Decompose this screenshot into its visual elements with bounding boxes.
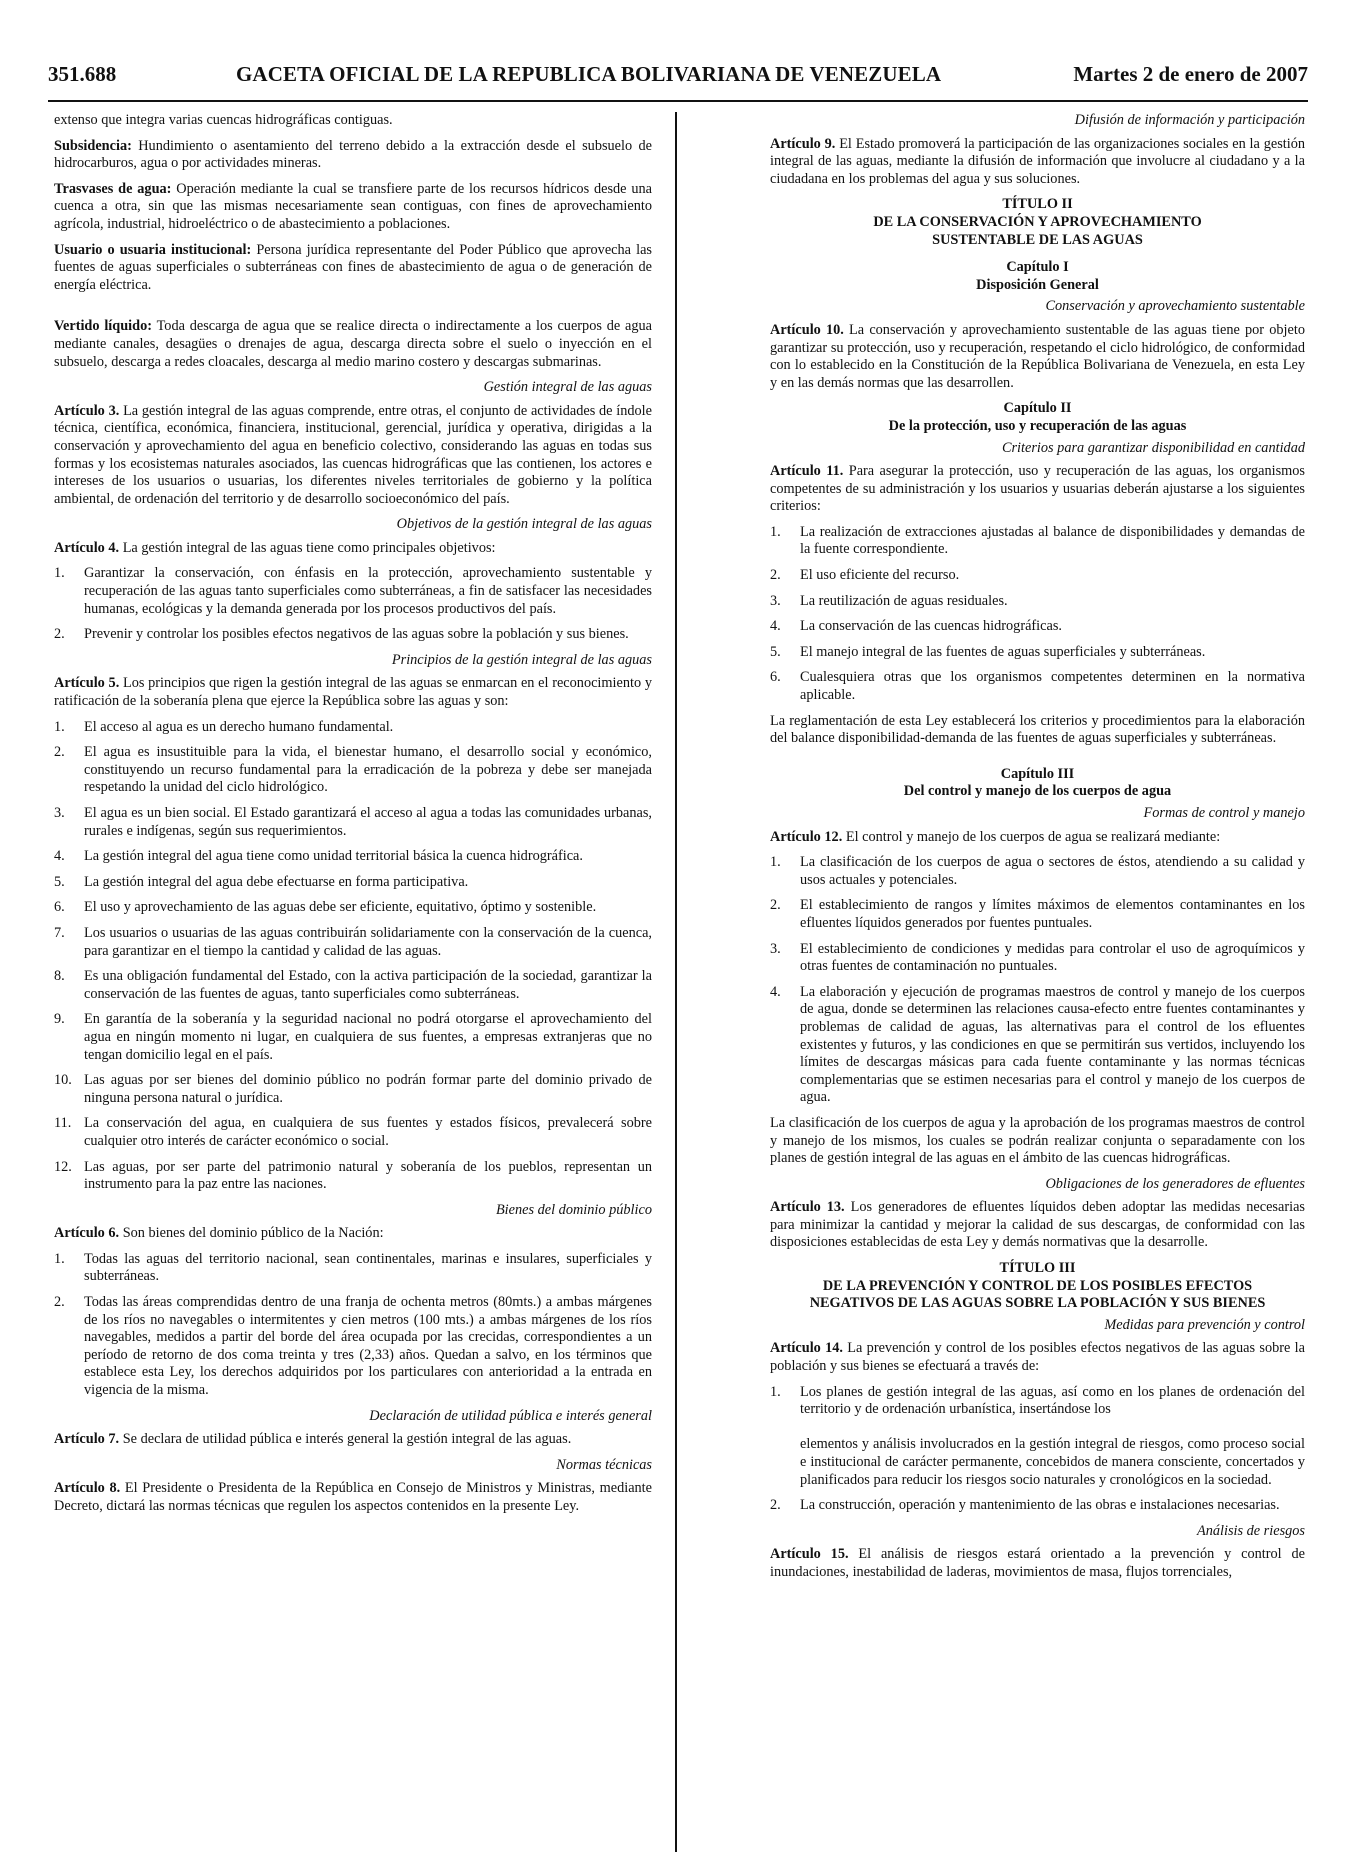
- page-header: [48, 62, 1308, 94]
- article-text: El control y manejo de los cuerpos de agua se realizará mediante:: [842, 828, 1221, 845]
- right-column: [770, 112, 1305, 1590]
- title-heading: TÍTULO III: [999, 1260, 1076, 1277]
- list-item: [770, 669, 1305, 704]
- list-item: [54, 1294, 652, 1400]
- list-item: [54, 848, 652, 866]
- list-item: [54, 805, 652, 840]
- article-9: [770, 136, 1305, 189]
- intro-text: extenso que integra varias cuencas hidrográficas contiguas.: [54, 112, 393, 128]
- item-text: La conservación del agua, en cualquiera de sus fuentes y estados físicos, prevalecerá sobre cualquier otro interés de carácter económico o social.: [84, 1115, 652, 1149]
- article-6-list: [54, 1251, 652, 1400]
- definition-text: Operación mediante la cual se transfiere parte de los recursos hídricos desde una cuenca a otra, sin que las mismas necesariamente sean contiguas, con fines de aprovechamiento agrícola, industrial, hidroeléctrico o de abastecimiento a poblaciones.: [54, 180, 653, 232]
- item-number: 1.: [54, 565, 65, 582]
- publication-date: Martes 2 de enero de 2007: [1073, 62, 1308, 86]
- item-text: La clasificación de los cuerpos de agua o sectores de éstos, atendiendo a su calidad y usos actuales y potenciales.: [800, 854, 1305, 888]
- item-number: 3.: [770, 940, 781, 957]
- list-item: [770, 984, 1305, 1107]
- article-8: [54, 1480, 652, 1515]
- definition-term: Vertido líquido:: [54, 318, 153, 335]
- definition-item: [54, 138, 652, 173]
- item-number: 12.: [54, 1158, 72, 1175]
- item-number: 2.: [770, 897, 781, 914]
- article-15: [770, 1546, 1305, 1581]
- article-text: Los generadores de efluentes líquidos deben adoptar las medidas necesarias para minimizar la cantidad y mejorar la calidad de sus descargas, de conformidad con las disposiciones establecidas de esta Ley y demás normativas que la desarrolle.: [770, 1199, 1305, 1251]
- article-text: El análisis de riesgos estará orientado a la prevención y control de inundaciones, inestabilidad de laderas, movimientos de masa, flujos torrenciales,: [770, 1546, 1305, 1580]
- article-label: Artículo 6.: [54, 1225, 120, 1242]
- definition-term: Subsidencia:: [54, 137, 132, 154]
- article-14-list: [770, 1384, 1305, 1515]
- item-number: 11.: [54, 1115, 72, 1132]
- article-5-list: [54, 719, 652, 1194]
- title-name: SUSTENTABLE DE LAS AGUAS: [932, 231, 1143, 248]
- list-item: [54, 968, 652, 1003]
- article-14: [770, 1340, 1305, 1375]
- article-6: [54, 1225, 652, 1243]
- item-text: La construcción, operación y mantenimiento de las obras e instalaciones necesarias.: [800, 1497, 1280, 1514]
- list-item: [54, 1115, 652, 1150]
- item-number: 7.: [54, 924, 65, 941]
- section-heading: Formas de control y manejo: [1143, 805, 1305, 821]
- item-text: Cualesquiera otras que los organismos competentes determinen en la normativa aplicable.: [800, 669, 1305, 704]
- item-number: 5.: [770, 643, 781, 660]
- definition-item: [54, 318, 652, 371]
- list-item: [54, 744, 652, 797]
- item-text: El uso eficiente del recurso.: [800, 567, 960, 584]
- title-name: NEGATIVOS DE LAS AGUAS SOBRE LA POBLACIÓN Y SUS BIENES: [809, 1295, 1266, 1312]
- article-label: Artículo 14.: [770, 1340, 843, 1357]
- item-text: Las aguas por ser bienes del dominio público no podrán formar parte del dominio privado de ninguna persona natural o jurídica.: [84, 1072, 652, 1106]
- item-number: 10.: [54, 1072, 72, 1089]
- article-text: La conservación y aprovechamiento sustentable de las aguas tiene por objeto garantizar su protección, uso y recuperación, respetando el ciclo hidrológico, de conformidad con lo establecido en la Constitución de la República Bolivariana de Venezuela, en esta Ley y en las demás normas que las desarrollen.: [770, 321, 1305, 391]
- list-item: [54, 874, 652, 892]
- item-text: El agua es insustituible para la vida, el bienestar humano, el desarrollo social y económico, constituyendo un recurso fundamental para la erradicación de la pobreza y debe ser manejada respetando la unidad del ciclo hidrológico.: [84, 744, 652, 796]
- item-number: 4.: [770, 618, 781, 635]
- list-item: [770, 618, 1305, 636]
- item-number: 2.: [54, 744, 65, 761]
- item-text: El acceso al agua es un derecho humano fundamental.: [84, 718, 394, 735]
- item-number: 1.: [770, 523, 781, 540]
- item-text: Los usuarios o usuarias de las aguas contribuirán solidariamente con la conservación de la cuenca, para garantizar en el tiempo la cantidad y calidad de las aguas.: [84, 924, 652, 959]
- item-text: La gestión integral del agua debe efectuarse en forma participativa.: [84, 873, 469, 890]
- item-text: El manejo integral de las fuentes de aguas superficiales y subterráneas.: [800, 643, 1206, 660]
- title-name: DE LA PREVENCIÓN Y CONTROL DE LOS POSIBLES EFECTOS: [822, 1277, 1253, 1294]
- item-text: Las aguas, por ser parte del patrimonio natural y soberanía de los pueblos, representan un instrumento para la paz entre las naciones.: [84, 1158, 652, 1193]
- list-item: [770, 567, 1305, 585]
- section-heading: Normas técnicas: [556, 1456, 652, 1473]
- article-text: La prevención y control de los posibles efectos negativos de las aguas sobre la población y sus bienes se efectuará a través de:: [770, 1340, 1305, 1375]
- item-text: La reutilización de aguas residuales.: [800, 592, 1008, 609]
- section-heading: Criterios para garantizar disponibilidad en cantidad: [1001, 439, 1305, 456]
- chapter-heading: Capítulo III: [1000, 765, 1075, 782]
- item-text: La gestión integral del agua tiene como unidad territorial básica la cuenca hidrográfica.: [84, 848, 583, 865]
- list-item: [54, 719, 652, 737]
- definition-item: [54, 181, 652, 234]
- column-divider: [675, 112, 677, 1852]
- list-item: [770, 1497, 1305, 1515]
- article-11-list: [770, 524, 1305, 705]
- left-column: [54, 112, 652, 1524]
- list-item: [770, 1384, 1305, 1490]
- item-number: 2.: [54, 626, 65, 643]
- section-heading: Gestión integral de las aguas: [483, 379, 652, 396]
- title-heading: TÍTULO II: [1002, 196, 1073, 213]
- definition-text: Persona jurídica representante del Poder Público que aprovecha las fuentes de aguas superficiales o subterráneas con fines de abastecimiento de agua o de generación de energía eléctrica.: [54, 241, 652, 293]
- item-number: 1.: [770, 854, 781, 871]
- article-text: La gestión integral de las aguas tiene como principales objetivos:: [119, 539, 496, 556]
- article-11-paragraph: La reglamentación de esta Ley establecerá los criterios y procedimientos para la elaboración del balance disponibilidad-demanda de las fuentes de aguas superficiales y subterráneas.: [770, 712, 1305, 747]
- header-rule: [48, 100, 1308, 102]
- item-number: 1.: [54, 1250, 65, 1267]
- section-heading: Principios de la gestión integral de las aguas: [391, 651, 652, 668]
- item-text: Todas las áreas comprendidas dentro de una franja de ochenta metros (80mts.) a ambas márgenes de los ríos no navegables o intermitentes y cien metros (100 mts.) a ambas márgenes de los ríos navegables, medidos a partir del borde del área ocupada por las crecidas, correspondientes a un período de retorno de dos coma treinta y tres (2,33) años. Quedan a salvo, en los términos que establece esta Ley, los derechos adquiridos por los particulares con anterioridad a la entrada en vigencia de la misma.: [84, 1294, 652, 1399]
- chapter-heading: Capítulo I: [1006, 259, 1069, 276]
- list-item: [54, 925, 652, 960]
- chapter-name: Disposición General: [976, 276, 1099, 293]
- list-item: [54, 1072, 652, 1107]
- item-text: Todas las aguas del territorio nacional, sean continentales, marinas e insulares, superficiales y subterráneas.: [84, 1250, 652, 1285]
- article-label: Artículo 8.: [54, 1480, 121, 1497]
- article-label: Artículo 13.: [770, 1199, 845, 1216]
- article-12: [770, 829, 1305, 847]
- article-text: Son bienes del dominio público de la Nación:: [119, 1225, 384, 1242]
- item-number: 3.: [54, 805, 65, 821]
- article-3: [54, 403, 652, 509]
- section-heading: Conservación y aprovechamiento sustentable: [1045, 298, 1305, 315]
- chapter-name: De la protección, uso y recuperación de las aguas: [888, 417, 1187, 434]
- list-item: [770, 593, 1305, 611]
- definition-term: Usuario o usuaria institucional:: [54, 241, 252, 258]
- list-item: [770, 524, 1305, 559]
- article-label: Artículo 12.: [770, 828, 843, 845]
- definition-item: [54, 242, 652, 295]
- item-text: Los planes de gestión integral de las aguas, así como en los planes de ordenación del territorio y de ordenación urbanística, insertándose los: [800, 1383, 1305, 1418]
- definition-text: Hundimiento o asentamiento del terreno debido a la extracción desde el subsuelo de hidrocarburos, agua o por actividades mineras.: [54, 137, 652, 172]
- item-number: 1.: [770, 1383, 781, 1400]
- item-number: 3.: [770, 592, 781, 609]
- item-text: En garantía de la soberanía y la seguridad nacional no podrá otorgarse el aprovechamiento del agua en ningún momento ni lugar, en cualquiera de sus fuentes, a empresas extranjeras que no tengan domicilio legal en el país.: [84, 1011, 652, 1063]
- article-label: Artículo 10.: [770, 321, 844, 338]
- article-text: Para asegurar la protección, uso y recuperación de las aguas, los organismos competentes de su administración y los usuarios y usuarias deberán ajustarse a los siguientes criterios:: [770, 463, 1305, 515]
- article-label: Artículo 11.: [770, 463, 844, 480]
- definition-term: Trasvases de agua:: [54, 180, 172, 197]
- chapter-name: Del control y manejo de los cuerpos de agua: [903, 783, 1172, 800]
- item-number: 2.: [54, 1294, 65, 1311]
- item-text: El establecimiento de rangos y límites máximos de elementos contaminantes en los efluentes líquidos generados por fuentes puntuales.: [800, 897, 1305, 931]
- item-number: 5.: [54, 873, 65, 890]
- article-12-paragraph: La clasificación de los cuerpos de agua y la aprobación de los programas maestros de control y manejo de los mismos, los cuales se podrán realizar conjunta o separadamente con los planes de gestión integral de las aguas en el ámbito de las cuencas hidrográficas.: [770, 1114, 1305, 1167]
- item-text-continued: elementos y análisis involucrados en la gestión integral de riesgos, como proceso social e institucional de carácter permanente, concebidos de manera consciente, concertados y planificados para reducir los riesgos socio naturales y cronológicos en la sociedad.: [800, 1436, 1305, 1488]
- article-5: [54, 675, 652, 710]
- article-12-list: [770, 854, 1305, 1107]
- item-number: 8.: [54, 968, 65, 985]
- article-label: Artículo 3.: [54, 402, 120, 419]
- list-item: [54, 899, 652, 917]
- article-10: [770, 322, 1305, 392]
- article-11: [770, 463, 1305, 516]
- page-number: 351.688: [48, 62, 117, 86]
- definition-text: Toda descarga de agua que se realice directa o indirectamente a los cuerpos de agua mediante canales, desagües o drenajes de agua, descarga directa sobre el suelo o inyección en el subsuelo, descarga a redes cloacales, descarga al medio marino costero y descargas submarinas.: [54, 318, 653, 370]
- list-item: [54, 626, 652, 644]
- article-text: El Estado promoverá la participación de las organizaciones sociales en la gestión integral de las aguas, mediante la difusión de información que involucre al ciudadano y a la ciudadana en los problemas del agua y sus soluciones.: [770, 135, 1305, 187]
- item-number: 2.: [770, 1497, 781, 1514]
- definitions-list: [54, 138, 652, 372]
- article-4-list: [54, 565, 652, 643]
- item-text: El agua es un bien social. El Estado garantizará el acceso al agua a todas las comunidades urbanas, rurales e indígenas, según sus requerimientos.: [84, 805, 652, 839]
- article-7: [54, 1431, 652, 1449]
- section-heading: Bienes del dominio público: [495, 1201, 652, 1218]
- chapter-heading: Capítulo II: [1003, 400, 1072, 417]
- section-heading: Análisis de riesgos: [1196, 1522, 1305, 1539]
- item-text: La elaboración y ejecución de programas maestros de control y manejo de los cuerpos de agua, donde se determinen las relaciones causa-efecto entre fuentes contaminantes y problemas de calidad de aguas, las alternativas para el control de los efluentes existentes y futuros, y las condiciones en que se permitirán sus vertidos, incluyendo los límites de descargas másicas para cada fuente contaminante y las normas técnicas complementarias que se estimen necesarias para el control y manejo de los cuerpos de agua.: [800, 983, 1305, 1106]
- section-heading: Objetivos de la gestión integral de las aguas: [396, 516, 652, 533]
- article-label: Artículo 15.: [770, 1546, 849, 1563]
- item-number: 4.: [770, 983, 781, 1000]
- item-text: Es una obligación fundamental del Estado, con la activa participación de la sociedad, garantizar la conservación de las fuentes de aguas, tanto superficiales como subterráneas.: [84, 968, 652, 1002]
- article-text: Los principios que rigen la gestión integral de las aguas se enmarcan en el reconocimiento y ratificación de la soberanía plena que ejerce la República sobre las aguas y son:: [54, 675, 652, 710]
- article-label: Artículo 7.: [54, 1431, 120, 1448]
- article-text: Se declara de utilidad pública e interés general la gestión integral de las aguas.: [119, 1431, 572, 1448]
- list-item: [54, 565, 652, 618]
- item-text: La realización de extracciones ajustadas al balance de disponibilidades y demandas de la fuente correspondiente.: [800, 523, 1305, 558]
- list-item: [770, 941, 1305, 976]
- article-label: Artículo 4.: [54, 539, 120, 556]
- list-item: [770, 644, 1305, 662]
- item-text: El establecimiento de condiciones y medidas para controlar el uso de agroquímicos y otras fuentes de contaminación no puntuales.: [800, 940, 1305, 975]
- section-heading: Obligaciones de los generadores de efluentes: [1045, 1175, 1305, 1192]
- list-item: [54, 1251, 652, 1286]
- item-text: Garantizar la conservación, con énfasis en la protección, aprovechamiento sustentable y recuperación de las aguas tanto superficiales como subterráneas, a fin de satisfacer las necesidades humanas, ecológicas y la demanda generada por los procesos productivos del país.: [84, 565, 652, 617]
- article-label: Artículo 5.: [54, 675, 120, 692]
- item-text: Prevenir y controlar los posibles efectos negativos de las aguas sobre la población y sus bienes.: [84, 626, 629, 643]
- item-text: La conservación de las cuencas hidrográficas.: [800, 618, 1062, 635]
- article-label: Artículo 9.: [770, 135, 836, 152]
- section-heading: Difusión de información y participación: [1074, 112, 1305, 128]
- item-number: 1.: [54, 718, 65, 735]
- article-text: La gestión integral de las aguas comprende, entre otras, el conjunto de actividades de índole técnica, científica, económica, financiera, institucional, gerencial, jurídica y operativa, dirigidas a la conservación y aprovechamiento del agua en beneficio colectivo, considerando las aguas en todas sus formas y los ecosistemas naturales asociados, las cuencas hidrográficas que las contienen, los actores e intereses de los usuarios o usuarias, los diferentes niveles territoriales de gobierno y la política ambiental, de ordenación del territorio y de desarrollo socioeconómico del país.: [54, 402, 652, 507]
- publication-title: GACETA OFICIAL DE LA REPUBLICA BOLIVARIANA DE VENEZUELA: [236, 62, 942, 86]
- item-number: 6.: [770, 669, 781, 686]
- article-4: [54, 540, 652, 558]
- item-number: 6.: [54, 899, 65, 916]
- item-text: El uso y aprovechamiento de las aguas debe ser eficiente, equitativo, óptimo y sostenible.: [84, 899, 597, 916]
- section-heading: Declaración de utilidad pública e interés general: [369, 1407, 652, 1424]
- section-heading: Medidas para prevención y control: [1104, 1316, 1305, 1333]
- list-item: [54, 1159, 652, 1194]
- list-item: [54, 1011, 652, 1064]
- title-name: DE LA CONSERVACIÓN Y APROVECHAMIENTO: [873, 213, 1202, 230]
- article-text: El Presidente o Presidenta de la República en Consejo de Ministros y Ministras, mediante Decreto, dictará las normas técnicas que regulen los aspectos contenidos en la presente Ley.: [54, 1480, 653, 1514]
- item-number: 9.: [54, 1011, 65, 1028]
- item-number: 4.: [54, 848, 65, 865]
- list-item: [770, 854, 1305, 889]
- item-number: 2.: [770, 567, 781, 584]
- article-13: [770, 1199, 1305, 1252]
- list-item: [770, 897, 1305, 932]
